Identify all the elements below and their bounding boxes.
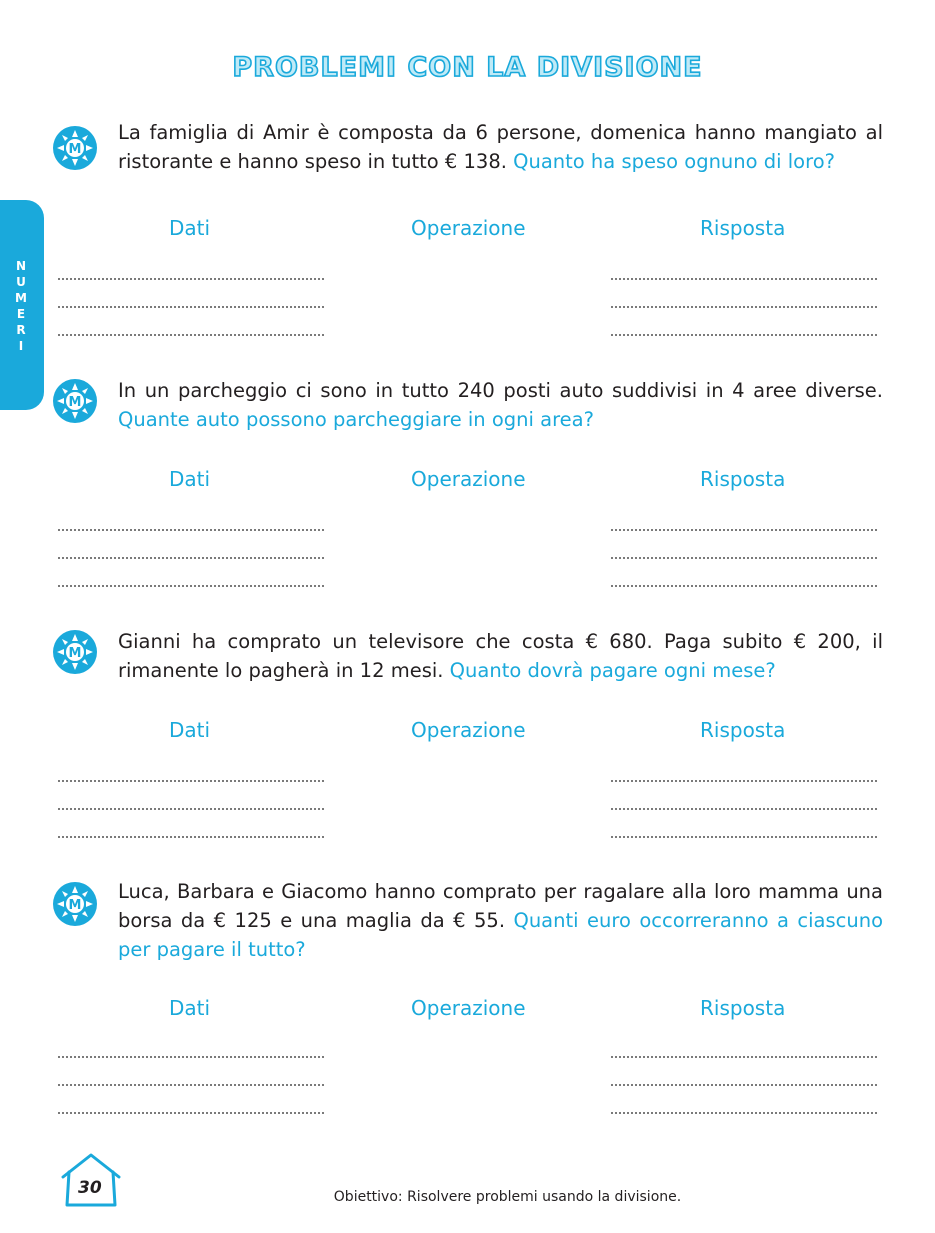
problem-text: Luca, Barbara e Giacomo hanno comprato per ragalare alla loro mamma una borsa da € 125 e una maglia da € 55. Quanti euro occorreranno a ciascuno per pagare il tutto?: [118, 880, 883, 961]
col-risposta: Risposta: [700, 996, 786, 1020]
sun-badge-icon: [52, 125, 98, 171]
objective-text: Obiettivo: Risolvere problemi usando la divisione.: [333, 1189, 682, 1205]
col-operazione: Operazione: [411, 216, 526, 240]
side-tab-letter: R: [16, 323, 26, 337]
sun-badge-icon: [52, 881, 98, 927]
answer-line[interactable]: [58, 527, 324, 531]
col-risposta: Risposta: [700, 718, 786, 742]
col-operazione: Operazione: [411, 718, 526, 742]
answer-line[interactable]: [611, 276, 877, 280]
svg-text:M: M: [68, 395, 82, 410]
svg-text:M: M: [68, 646, 82, 661]
sun-badge-icon: [52, 378, 98, 424]
col-operazione: Operazione: [411, 467, 526, 491]
side-tab-letter: I: [18, 339, 24, 353]
col-risposta: Risposta: [700, 467, 786, 491]
problem-text: Gianni ha comprato un televisore che costa € 680. Paga subito € 200, il rimanente lo pagherà in 12 mesi. Quanto dovrà pagare ogni mese?: [118, 630, 883, 682]
page-title: PROBLEMI CON LA DIVISIONE: [232, 52, 703, 83]
answer-line[interactable]: [611, 583, 877, 587]
answer-line[interactable]: [58, 1054, 324, 1058]
sun-badge-icon: [52, 629, 98, 675]
problem-question: Quante auto possono parcheggiare in ogni area?: [118, 408, 594, 431]
answer-line[interactable]: [611, 527, 877, 531]
answer-line[interactable]: [58, 583, 324, 587]
problem-question: Quanti euro occorreranno a ciascuno per pagare il tutto?: [118, 909, 883, 961]
answer-line[interactable]: [611, 778, 877, 782]
answer-line[interactable]: [58, 276, 324, 280]
answer-line[interactable]: [611, 1110, 877, 1114]
answer-line[interactable]: [611, 332, 877, 336]
answer-line[interactable]: [58, 555, 324, 559]
answer-line[interactable]: [58, 1110, 324, 1114]
svg-text:M: M: [68, 898, 82, 913]
answer-line[interactable]: [611, 1082, 877, 1086]
side-tab-letter: M: [15, 291, 27, 305]
svg-text:M: M: [68, 142, 82, 157]
side-tab-letter: E: [16, 307, 26, 321]
problem-question: Quanto ha speso ognuno di loro?: [513, 150, 835, 173]
answer-line[interactable]: [611, 806, 877, 810]
side-tab-numeri: [0, 200, 44, 410]
answer-line[interactable]: [611, 834, 877, 838]
col-risposta: Risposta: [700, 216, 786, 240]
answer-line[interactable]: [611, 555, 877, 559]
answer-line[interactable]: [58, 778, 324, 782]
col-operazione: Operazione: [411, 996, 526, 1020]
col-dati: Dati: [169, 216, 211, 240]
answer-line[interactable]: [58, 834, 324, 838]
answer-line[interactable]: [611, 304, 877, 308]
side-tab-label: [12, 258, 30, 354]
answer-line[interactable]: [611, 1054, 877, 1058]
problem-text: La famiglia di Amir è composta da 6 persone, domenica hanno mangiato al ristorante e hanno speso in tutto € 138. Quanto ha speso ognuno di loro?: [118, 121, 883, 173]
answer-line[interactable]: [58, 1082, 324, 1086]
answer-line[interactable]: [58, 304, 324, 308]
col-dati: Dati: [169, 996, 211, 1020]
col-dati: Dati: [169, 467, 211, 491]
answer-line[interactable]: [58, 806, 324, 810]
answer-line[interactable]: [58, 332, 324, 336]
col-dati: Dati: [169, 718, 211, 742]
problem-text: In un parcheggio ci sono in tutto 240 posti auto suddivisi in 4 aree diverse. Quante auto possono parcheggiare in ogni area?: [118, 379, 883, 431]
problem-question: Quanto dovrà pagare ogni mese?: [449, 659, 776, 682]
page-number: 30: [78, 1178, 102, 1198]
side-tab-letter: N: [15, 259, 27, 273]
side-tab-letter: U: [16, 275, 26, 289]
